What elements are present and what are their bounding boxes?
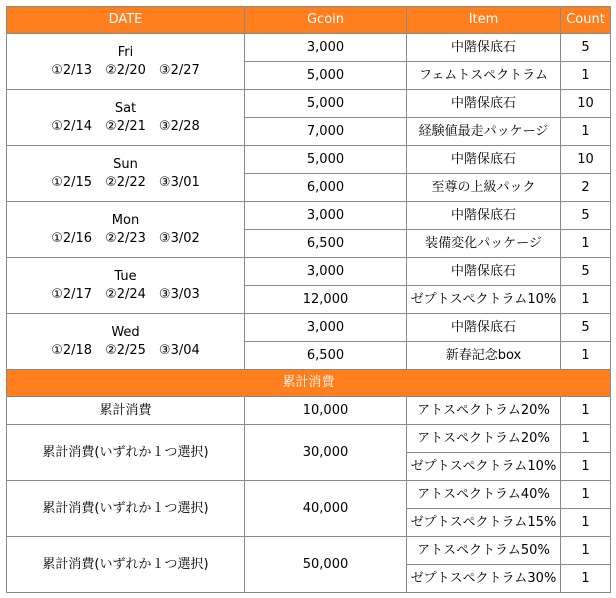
dates-label: ①2/13 ②2/20 ③2/27	[51, 62, 200, 78]
count-cell: 10	[561, 146, 611, 174]
date-cell	[7, 146, 245, 202]
item-cell: 新春記念box	[407, 342, 561, 370]
table-row	[7, 90, 611, 118]
header-date: DATE	[7, 7, 245, 34]
reward-table	[6, 6, 611, 593]
date-cell	[7, 314, 245, 370]
gcoin-cell: 40,000	[245, 481, 407, 537]
count-cell: 1	[561, 342, 611, 370]
count-cell: 1	[561, 230, 611, 258]
dates-label: ①2/14 ②2/21 ③2/28	[51, 118, 200, 134]
gcoin-cell: 30,000	[245, 425, 407, 481]
count-cell: 1	[561, 118, 611, 146]
item-cell: 中階保底石	[407, 314, 561, 342]
cumulative-label: 累計消費(いずれか１つ選択)	[7, 481, 245, 537]
gcoin-cell: 7,000	[245, 118, 407, 146]
dates-label: ①2/16 ②2/23 ③3/02	[51, 230, 200, 246]
gcoin-cell: 3,000	[245, 34, 407, 62]
day-label: Mon	[111, 212, 140, 228]
section-header-row	[7, 370, 611, 397]
table-row	[7, 258, 611, 286]
gcoin-cell: 5,000	[245, 62, 407, 90]
count-cell: 1	[561, 565, 611, 593]
count-cell: 5	[561, 314, 611, 342]
item-cell: アトスペクトラム20%	[407, 425, 561, 453]
dates-label: ①2/18 ②2/25 ③3/04	[51, 342, 200, 358]
item-cell: アトスペクトラム20%	[407, 397, 561, 425]
item-cell: フェムトスペクトラム	[407, 62, 561, 90]
item-cell: アトスペクトラム50%	[407, 537, 561, 565]
date-cell	[7, 34, 245, 90]
table-row	[7, 481, 611, 509]
table-row	[7, 202, 611, 230]
count-cell: 10	[561, 90, 611, 118]
count-cell: 1	[561, 62, 611, 90]
count-cell: 1	[561, 453, 611, 481]
header-gcoin: Gcoin	[245, 7, 407, 34]
gcoin-cell: 3,000	[245, 202, 407, 230]
item-cell: 中階保底石	[407, 258, 561, 286]
item-cell: 装備変化パッケージ	[407, 230, 561, 258]
gcoin-cell: 5,000	[245, 90, 407, 118]
count-cell: 2	[561, 174, 611, 202]
count-cell: 1	[561, 425, 611, 453]
item-cell: 中階保底石	[407, 34, 561, 62]
item-cell: 経験値最走パッケージ	[407, 118, 561, 146]
count-cell: 1	[561, 397, 611, 425]
date-cell	[7, 90, 245, 146]
header-row	[7, 7, 611, 34]
gcoin-cell: 50,000	[245, 537, 407, 593]
gcoin-cell: 6,500	[245, 342, 407, 370]
day-label: Fri	[117, 44, 134, 60]
count-cell: 5	[561, 202, 611, 230]
cumulative-label: 累計消費(いずれか１つ選択)	[7, 537, 245, 593]
day-label: Sat	[114, 100, 137, 116]
gcoin-cell: 10,000	[245, 397, 407, 425]
count-cell: 1	[561, 481, 611, 509]
count-cell: 1	[561, 537, 611, 565]
gcoin-cell: 12,000	[245, 286, 407, 314]
day-label: Sun	[113, 156, 138, 172]
table-row	[7, 146, 611, 174]
gcoin-cell: 3,000	[245, 258, 407, 286]
gcoin-cell: 5,000	[245, 146, 407, 174]
table-row	[7, 537, 611, 565]
item-cell: 中階保底石	[407, 90, 561, 118]
item-cell: ゼプトスペクトラム10%	[407, 286, 561, 314]
gcoin-cell: 3,000	[245, 314, 407, 342]
gcoin-cell: 6,000	[245, 174, 407, 202]
item-cell: アトスペクトラム40%	[407, 481, 561, 509]
count-cell: 1	[561, 509, 611, 537]
date-cell	[7, 202, 245, 258]
count-cell: 5	[561, 258, 611, 286]
item-cell: ゼプトスペクトラム10%	[407, 453, 561, 481]
table-row	[7, 314, 611, 342]
day-label: Tue	[114, 268, 137, 284]
count-cell: 1	[561, 286, 611, 314]
table-row	[7, 425, 611, 453]
dates-label: ①2/17 ②2/24 ③3/03	[51, 286, 200, 302]
item-cell: ゼプトスペクトラム15%	[407, 509, 561, 537]
cumulative-label: 累計消費	[7, 397, 245, 425]
section-title: 累計消費	[7, 370, 611, 397]
count-cell: 5	[561, 34, 611, 62]
gcoin-cell: 6,500	[245, 230, 407, 258]
table-row	[7, 397, 611, 425]
item-cell: 至尊の上級パック	[407, 174, 561, 202]
item-cell: 中階保底石	[407, 146, 561, 174]
header-count: Count	[561, 7, 611, 34]
day-label: Wed	[111, 324, 140, 340]
date-cell	[7, 258, 245, 314]
item-cell: 中階保底石	[407, 202, 561, 230]
cumulative-label: 累計消費(いずれか１つ選択)	[7, 425, 245, 481]
header-item: Item	[407, 7, 561, 34]
table-row	[7, 34, 611, 62]
dates-label: ①2/15 ②2/22 ③3/01	[51, 174, 200, 190]
item-cell: ゼプトスペクトラム30%	[407, 565, 561, 593]
